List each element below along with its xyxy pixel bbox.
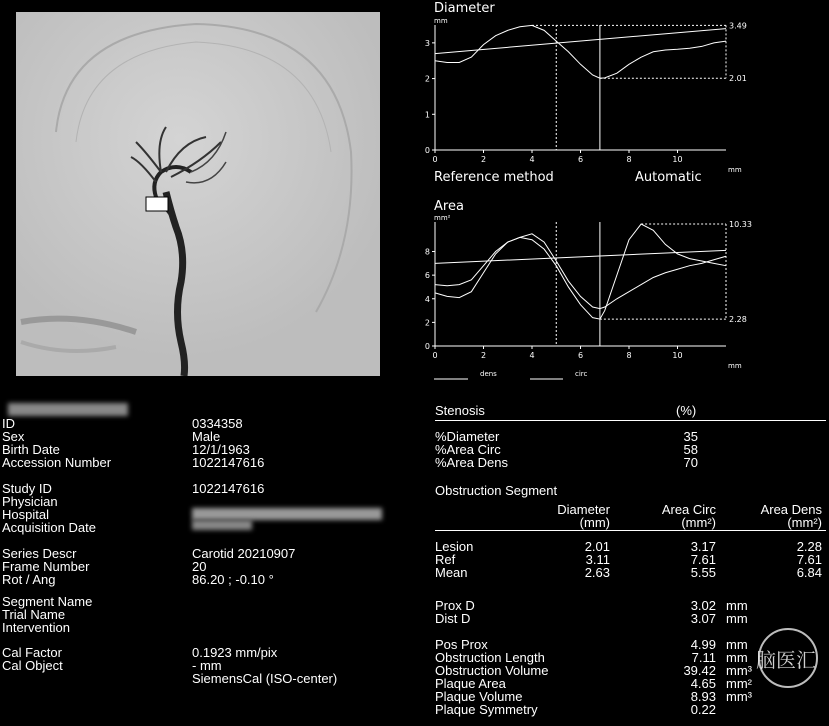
diameter-footer-left: Reference method bbox=[434, 170, 554, 185]
metric-unit: mm² bbox=[726, 676, 752, 691]
series-line-0 bbox=[435, 25, 726, 78]
dist-d-unit: mm bbox=[726, 611, 748, 626]
diameter-plot-area bbox=[425, 21, 747, 174]
series-descr-label: Series Descr bbox=[2, 546, 77, 561]
y-tick-label: 4 bbox=[424, 294, 430, 304]
series-line-1 bbox=[435, 234, 726, 309]
stenosis-row-label: %Diameter bbox=[435, 429, 500, 444]
metric-label: Plaque Volume bbox=[435, 689, 523, 704]
x-tick-label: 8 bbox=[626, 351, 632, 360]
stenosis-row-value: 70 bbox=[683, 455, 698, 470]
metric-value: 4.65 bbox=[690, 676, 716, 691]
metric-unit: mm³ bbox=[726, 689, 752, 704]
rot-ang-label: Rot / Ang bbox=[2, 572, 56, 587]
frame-number-label: Frame Number bbox=[2, 559, 90, 574]
obstruction-row-area-dens: 2.28 bbox=[796, 539, 822, 554]
acquisition-date-label: Acquisition Date bbox=[2, 520, 96, 535]
area-chart bbox=[420, 196, 829, 381]
x-axis-unit: mm bbox=[728, 362, 742, 370]
max-marker-label: 10.33 bbox=[729, 220, 752, 230]
obstruction-row-area-circ: 5.55 bbox=[690, 565, 716, 580]
hospital-value-redacted bbox=[192, 508, 382, 520]
metric-value: 0.22 bbox=[690, 702, 716, 717]
area-chart-title: Area bbox=[434, 199, 464, 214]
intervention-label: Intervention bbox=[2, 620, 70, 635]
metric-value: 4.99 bbox=[690, 637, 716, 652]
obstruction-row-area-dens: 6.84 bbox=[796, 565, 822, 580]
obstruction-row-diameter: 2.63 bbox=[584, 565, 610, 580]
angiogram-drawing bbox=[16, 12, 380, 376]
y-tick-label: 2 bbox=[424, 318, 430, 328]
angiogram-image bbox=[16, 12, 380, 376]
cal-factor-label: Cal Factor bbox=[2, 645, 62, 660]
stenosis-row-label: %Area Dens bbox=[435, 455, 508, 470]
cal-object-label: Cal Object bbox=[2, 658, 63, 673]
physician-label: Physician bbox=[2, 494, 58, 509]
stenosis-unit: (%) bbox=[676, 403, 697, 418]
stenosis-divider bbox=[435, 420, 826, 421]
col-diameter-header: Diameter bbox=[557, 502, 610, 517]
watermark-text: 脑医汇 bbox=[756, 648, 816, 672]
metric-unit: mm³ bbox=[726, 663, 752, 678]
obstruction-row-area-dens: 7.61 bbox=[796, 552, 822, 567]
x-tick-label: 10 bbox=[672, 155, 683, 164]
patient-name-redacted bbox=[8, 403, 128, 416]
series-line-2 bbox=[435, 250, 726, 263]
dist-d-label: Dist D bbox=[435, 611, 471, 626]
y-tick-label: 3 bbox=[424, 38, 430, 48]
legend-circ-label: circ bbox=[575, 370, 588, 378]
metric-unit: mm bbox=[726, 650, 748, 665]
x-tick-label: 2 bbox=[480, 351, 487, 360]
stenosis-row-value: 58 bbox=[683, 442, 698, 457]
accession-value: 1022147616 bbox=[192, 455, 265, 470]
col-diameter-unit: (mm) bbox=[579, 515, 610, 530]
y-tick-label: 0 bbox=[424, 342, 430, 351]
x-tick-label: 4 bbox=[529, 351, 535, 360]
x-tick-label: 6 bbox=[577, 155, 584, 164]
id-value: 0334358 bbox=[192, 416, 243, 431]
legend-dens-label: dens bbox=[480, 370, 497, 378]
col-area-dens-unit: (mm²) bbox=[787, 515, 822, 530]
max-marker-label: 3.49 bbox=[729, 21, 747, 31]
col-area-circ-unit: (mm²) bbox=[681, 515, 716, 530]
obstruction-title: Obstruction Segment bbox=[435, 483, 558, 498]
col-area-dens-header: Area Dens bbox=[760, 502, 822, 517]
prox-d-label: Prox D bbox=[435, 598, 475, 613]
y-tick-label: 8 bbox=[424, 247, 430, 257]
obstruction-row-diameter: 3.11 bbox=[585, 552, 610, 567]
area-plot-area bbox=[425, 220, 752, 370]
x-tick-label: 2 bbox=[480, 155, 487, 164]
diameter-chart bbox=[420, 0, 829, 190]
birth-date-value: 12/1/1963 bbox=[192, 442, 250, 457]
acquisition-date-redacted bbox=[192, 520, 252, 530]
x-tick-label: 4 bbox=[529, 155, 535, 164]
prox-d-value: 3.02 bbox=[690, 598, 716, 613]
y-tick-label: 0 bbox=[424, 146, 430, 155]
y-tick-label: 1 bbox=[424, 110, 430, 120]
col-area-circ-header: Area Circ bbox=[661, 502, 716, 517]
cal-factor-value: 0.1923 mm/pix bbox=[192, 645, 278, 660]
x-tick-label: 6 bbox=[577, 351, 584, 360]
prox-d-unit: mm bbox=[726, 598, 748, 613]
x-tick-label: 0 bbox=[432, 155, 438, 164]
diameter-chart-ylabel: mm bbox=[434, 17, 448, 25]
diameter-footer-right: Automatic bbox=[635, 170, 702, 185]
frame-number-value: 20 bbox=[192, 559, 207, 574]
min-marker-label: 2.01 bbox=[729, 74, 747, 84]
min-marker-label: 2.28 bbox=[729, 315, 747, 325]
metric-value: 39.42 bbox=[683, 663, 716, 678]
obstruction-row-diameter: 2.01 bbox=[584, 539, 610, 554]
obstruction-row-label: Lesion bbox=[435, 539, 474, 554]
id-label: ID bbox=[2, 416, 15, 431]
metric-value: 7.11 bbox=[691, 650, 716, 665]
obstruction-row-area-circ: 3.17 bbox=[690, 539, 716, 554]
metric-label: Pos Prox bbox=[435, 637, 488, 652]
segment-name-label: Segment Name bbox=[2, 594, 93, 609]
stenosis-row-label: %Area Circ bbox=[435, 442, 501, 457]
dist-d-value: 3.07 bbox=[690, 611, 716, 626]
birth-date-label: Birth Date bbox=[2, 442, 60, 457]
y-tick-label: 6 bbox=[424, 271, 430, 281]
metric-unit: mm bbox=[726, 637, 748, 652]
series-descr-value: Carotid 20210907 bbox=[192, 546, 296, 561]
obstruction-divider bbox=[435, 530, 826, 531]
trial-name-label: Trial Name bbox=[2, 607, 66, 622]
study-id-value: 1022147616 bbox=[192, 481, 265, 496]
obstruction-row-label: Mean bbox=[435, 565, 468, 580]
study-id-label: Study ID bbox=[2, 481, 52, 496]
metric-label: Obstruction Length bbox=[435, 650, 545, 665]
x-axis-unit: mm bbox=[728, 166, 742, 174]
metric-label: Plaque Symmetry bbox=[435, 702, 538, 717]
cal-object-value: - mm bbox=[192, 658, 222, 673]
x-tick-label: 10 bbox=[672, 351, 683, 360]
x-tick-label: 8 bbox=[626, 155, 632, 164]
stenosis-row-value: 35 bbox=[683, 429, 698, 444]
diameter-chart-title: Diameter bbox=[434, 1, 495, 16]
y-tick-label: 2 bbox=[424, 74, 430, 84]
obstruction-row-area-circ: 7.61 bbox=[690, 552, 716, 567]
metric-label: Plaque Area bbox=[435, 676, 506, 691]
sex-label: Sex bbox=[2, 429, 25, 444]
sex-value: Male bbox=[192, 429, 221, 444]
accession-label: Accession Number bbox=[2, 455, 112, 470]
series-line-1 bbox=[435, 29, 726, 54]
area-chart-ylabel: mm² bbox=[434, 214, 451, 222]
stenosis-title: Stenosis bbox=[435, 403, 485, 418]
metric-value: 8.93 bbox=[690, 689, 716, 704]
cal-object-value-2: SiemensCal (ISO-center) bbox=[192, 671, 338, 686]
hospital-label: Hospital bbox=[2, 507, 49, 522]
rot-ang-value: 86.20 ; -0.10 ° bbox=[192, 572, 274, 587]
x-tick-label: 0 bbox=[432, 351, 438, 360]
obstruction-row-label: Ref bbox=[435, 552, 456, 567]
metric-label: Obstruction Volume bbox=[435, 663, 549, 678]
